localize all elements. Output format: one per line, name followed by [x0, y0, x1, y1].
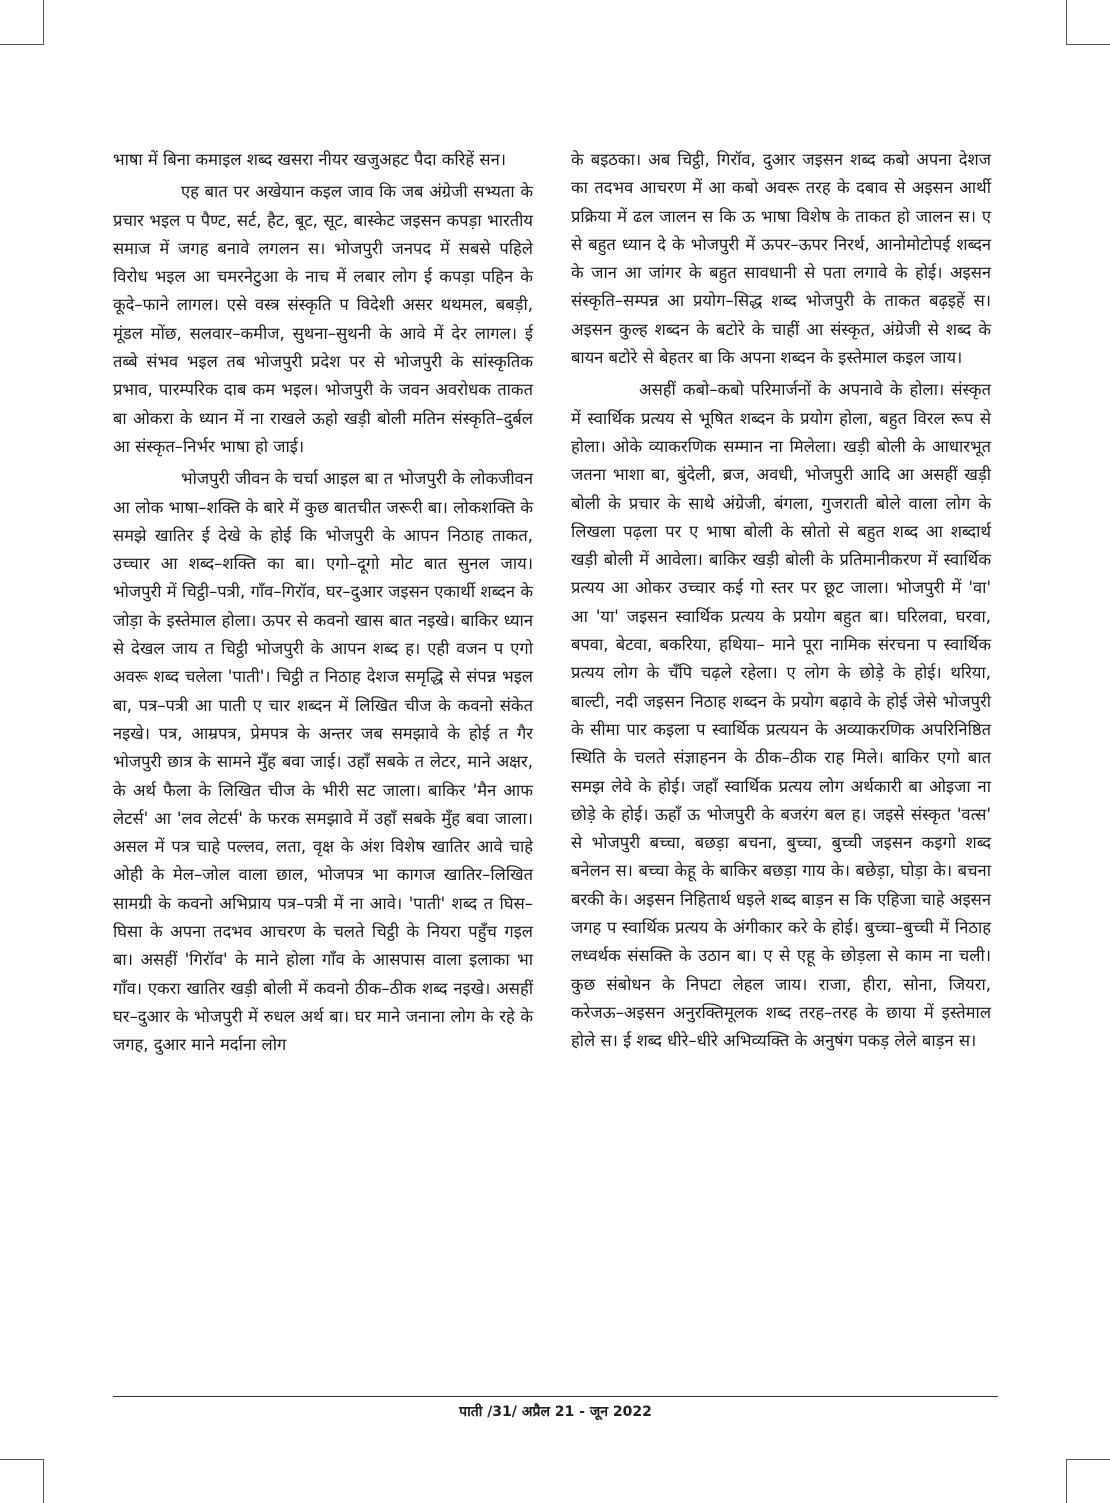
crop-mark-bottom-left-horizontal	[0, 1459, 44, 1460]
crop-mark-bottom-right-vertical	[1066, 1460, 1067, 1503]
paragraph: भोजपुरी जीवन के चर्चा आइल बा त भोजपुरी के लोकजीवन आ लोक भाषा–शक्ति के बारे में कुछ बातचीत जरूरी बा। लोकशक्ति के समझे खातिर ई देखे के होई कि भोजपुरी के आपन निठाह ताकत, उच्चार आ शब्द–शक्ति का बा। एगो–दूगो मोट बात सुनल जाय। भोजपुरी में चिट्ठी–पत्री, गाँव–गिरॉव, घर–दुआर जइसन एकार्थी शब्दन के जोड़ा के इस्तेमाल होला। ऊपर से कवनो खास बात नइखे। बाकिर ध्यान से देखल जाय त चिट्ठी भोजपुरी के आपन शब्द ह। एही वजन प एगो अवरू शब्द चलेला 'पाती'। चिट्ठी त निठाह देशज समृद्धि से संपन्न भइल बा, पत्र–पत्री आ पाती ए चार शब्दन में लिखित चीज के कवनो संकेत नइखे। पत्र, आम्रपत्र, प्रेमपत्र के अन्तर जब समझावे के होई त गैर भोजपुरी छात्र के सामने मुँह बवा जाई। उहाँ सबके त लेटर, माने अक्षर, के अर्थ फैला के लिखित चीज के भीरी सट जाला। बाकिर 'मैन आफ लेटर्स' आ 'लव लेटर्स' के फरक समझावे में उहाँ सबके मुँह बवा जाला। असल में पत्र चाहे पल्लव, लता, वृक्ष के अंश विशेष खातिर आवे चाहे ओही के मेल–जोल वाला छाल, भोजपत्र भा कागज खातिर–लिखित सामग्री के कवनो अभिप्राय पत्र–पत्री में ना आवे। 'पाती' शब्द त घिस–घिसा के अपना तदभव आचरण के चलते चिट्ठी के नियरा पहुँच गइल बा। असहीं 'गिरॉव' के माने होला गाँव के आसपास वाला इलाका भा गाँव। एकरा खातिर खड़ी बोली में कवनो ठीक–ठीक शब्द नइखे। असहीं घर–दुआर के भोजपुरी में रुधल अर्थ बा। घर माने जनाना लोग के रहे के जगह, दुआर माने मर्दाना लोग	[113, 469, 533, 1055]
crop-mark-top-left-vertical	[43, 0, 44, 44]
page-footer: पाती /31/ अप्रैल 21 - जून 2022	[459, 1404, 652, 1420]
crop-mark-bottom-right-horizontal	[1066, 1459, 1110, 1460]
crop-mark-top-left-horizontal	[0, 44, 44, 45]
paragraph: भाषा में बिना कमाइल शब्द खसरा नीयर खजुअहट पैदा करिहें सन।	[113, 150, 506, 169]
paragraph: एह बात पर अखेयान कइल जाव कि जब अंग्रेजी सभ्यता के प्रचार भइल प पैण्ट, सर्ट, हैट, बूट, सूट, बास्केट जइसन कपड़ा भारतीय समाज में जगह बनावे लगलन स। भोजपुरी जनपद में सबसे पहिले विरोध भइल आ चमरनेटुआ के नाच में लबार लोग ई कपड़ा पहिन के कूदे–फाने लागल। एसे वस्त्र संस्कृति प विदेशी असर थथमल, बबड़ी, मूंडल मोंछ, सलवार–कमीज, सुथना–सुथनी के आवे में देर लागल। ई तब्बे संभव भइल तब भोजपुरी प्रदेश पर से भोजपुरी के सांस्कृतिक प्रभाव, पारम्परिक दाब कम भइल। भोजपुरी के जवन अवरोधक ताकत बा ओकरा के ध्यान में ना राखले ऊहो खड़ी बोली मतिन संस्कृति–दुर्बल आ संस्कृत–निर्भर भाषा हो जाई।	[113, 182, 533, 456]
left-column	[113, 146, 533, 1060]
crop-mark-top-right-horizontal	[1066, 44, 1110, 45]
crop-mark-bottom-left-vertical	[43, 1460, 44, 1503]
paragraph: असहीं कबो–कबो परिमार्जनों के अपनावे के होला। संस्कृत में स्वार्थिक प्रत्यय से भूषित शब्दन के प्रयोग होला, बहुत विरल रूप से होला। ओके व्याकरणिक सम्मान ना मिलेला। खड़ी बोली के आधारभूत जतना भाशा बा, बुंदेली, ब्रज, अवधी, भोजपुरी आदि आ असहीं खड़ी बोली के प्रचार के साथे अंग्रेजी, बंगला, गुजराती बोले वाला लोग के लिखला पढ़ला पर ए भाषा बोली के स्रोतो से बहुत शब्द आ शब्दार्थ खड़ी बोली में आवेला। बाकिर खड़ी बोली के प्रतिमानीकरण में स्वार्थिक प्रत्यय आ ओकर उच्चार कई गो स्तर पर छूट जाला। भोजपुरी में 'वा' आ 'या' जइसन स्वार्थिक प्रत्यय के प्रयोग बहुत बा। घरिलवा, घरवा, बपवा, बेटवा, बकरिया, हथिया– माने पूरा नामिक संरचना प स्वार्थिक प्रत्यय लोग के चँपि चढ़ले रहेला। ए लोग के छोड़े के होई। थरिया, बाल्टी, नदी जइसन निठाह शब्दन के प्रयोग बढ़ावे के होई जेसे भोजपुरी के सीमा पार कइला प स्वार्थिक प्रत्ययन के अव्याकरणिक अपरिनिष्ठित स्थिति के चलते संज्ञाहनन के ठीक–ठीक राह मिले। बाकिर एगो बात समझ लेवे के होई। जहाँ स्वार्थिक प्रत्यय लोग अर्थकारी बा ओइजा ना छोड़े के होई। ऊहाँ ऊ भोजपुरी के बजरंग बल ह। जइसे संस्कृत 'वत्स' से भोजपुरी बच्चा, बछड़ा बचना, बुच्चा, बुच्ची जइसन कइगो शब्द बनेलन स। बच्चा केहू के बाकिर बछड़ा गाय के। बछेड़ा, घोड़ा के। बचना बरकी के। अइसन निहितार्थ धइले शब्द बाड़न स कि एहिजा चाहे अइसन जगह प स्वार्थिक प्रत्यय के अंगीकार करे के होई। बुच्चा–बुच्ची में निठाह लध्वर्थक संसक्ति के उठान बा। ए से एहू के छोड़ला से काम ना चली। कुछ संबोधन के निपटा लेहल जाय। राजा, हीरा, सोना, जियरा, करेजऊ–अइसन अनुरक्तिमूलक शब्द तरह–तरह के छाया में इस्तेमाल होले स। ई शब्द धीरे–धीरे अभिव्यक्ति के अनुषंग पकड़ लेले बाड़न स।	[571, 380, 991, 1051]
crop-mark-top-right-vertical	[1066, 0, 1067, 44]
paragraph: के बइठका। अब चिट्ठी, गिरॉव, दुआर जइसन शब्द कबो अपना देशज का तदभव आचरण में आ कबो अवरू तरह के दबाव से अइसन आर्थी प्रक्रिया में ढल जालन स कि ऊ भाषा विशेष के ताकत हो जालन स। ए से बहुत ध्यान दे के भोजपुरी में ऊपर–ऊपर निरर्थ, आनोमोटोपई शब्दन के जान आ जांगर के बहुत सावधानी से पता लगावे के होई। अइसन संस्कृति–सम्पन्न आ प्रयोग–सिद्ध शब्द भोजपुरी के ताकत बढ़इहें स। अइसन कुल्ह शब्दन के बटोरे के चाहीं आ संस्कृत, अंग्रेजी से शब्द के बायन बटोरे से बेहतर बा कि अपना शब्दन के इस्तेमाल कइल जाय।	[571, 150, 991, 368]
footer-divider	[113, 1396, 998, 1397]
right-column	[571, 146, 991, 1056]
